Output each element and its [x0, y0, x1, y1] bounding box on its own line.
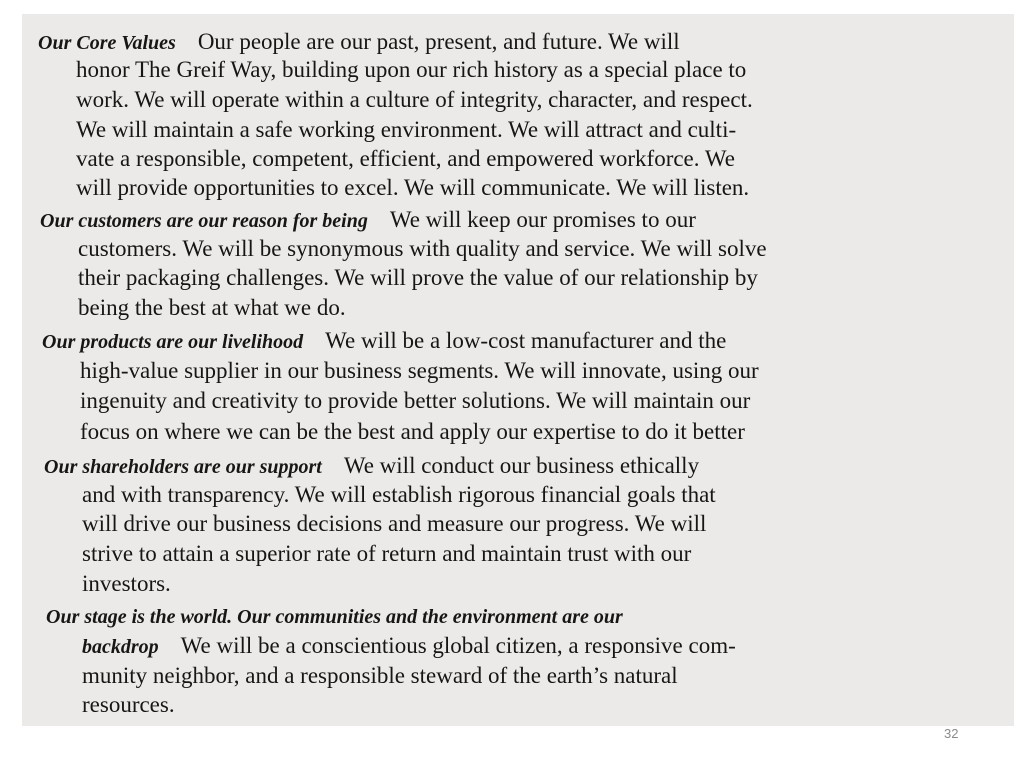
communities-heading: Our stage is the world. Our communities and the environment are our: [46, 606, 623, 628]
text-line: customers. We will be synonymous with quality and service. We will solve: [78, 236, 767, 261]
text-line: will provide opportunities to excel. We will communicate. We will listen.: [76, 175, 750, 200]
section-communities-line-2: [82, 632, 736, 661]
text-line: work. We will operate within a culture of integrity, character, and respect.: [76, 87, 753, 112]
text-line: and with transparency. We will establish rigorous financial goals that: [82, 482, 716, 507]
text-line: We will be a low-cost manufacturer and the: [325, 328, 727, 353]
text-line: strive to attain a superior rate of return and maintain trust with our: [82, 541, 692, 566]
text-line: ingenuity and creativity to provide better solutions. We will maintain our: [80, 388, 751, 413]
text-line: will drive our business decisions and measure our progress. We will: [82, 511, 707, 536]
text-line: focus on where we can be the best and apply our expertise to do it better: [80, 419, 745, 444]
section-customers-line-1: [40, 206, 696, 235]
text-line: munity neighbor, and a responsible steward of the earth’s natural: [82, 663, 678, 688]
text-line: We will be a conscientious global citizen, a responsive com-: [180, 633, 736, 658]
text-line: vate a responsible, competent, efficient, and empowered workforce. We: [76, 146, 735, 171]
core-values-heading: Our Core Values: [38, 32, 176, 54]
text-line: honor The Greif Way, building upon our rich history as a special place to: [76, 57, 747, 82]
text-line: We will conduct our business ethically: [343, 453, 700, 478]
text-line: We will keep our promises to our: [389, 207, 696, 232]
customers-heading: Our customers are our reason for being: [40, 210, 368, 232]
section-communities-line-1: [46, 602, 623, 631]
scanned-page: [22, 14, 1014, 726]
text-line: resources.: [82, 692, 175, 717]
section-products-line-1: [42, 327, 726, 356]
text-line: high-value supplier in our business segments. We will innovate, using our: [80, 358, 759, 383]
text-line: We will maintain a safe working environment. We will attract and culti-: [76, 117, 737, 142]
text-line: investors.: [82, 571, 171, 596]
text-line: their packaging challenges. We will prove the value of our relationship by: [78, 265, 758, 290]
page-number: 32: [944, 726, 959, 741]
section-shareholders-line-1: [44, 452, 699, 481]
text-line: Our people are our past, present, and future. We will: [197, 29, 680, 54]
text-line: being the best at what we do.: [78, 295, 346, 320]
shareholders-heading: Our shareholders are our support: [44, 456, 322, 478]
section-core-values-line-1: [38, 28, 680, 57]
communities-heading-continued: backdrop: [82, 636, 159, 658]
products-heading: Our products are our livelihood: [42, 331, 304, 353]
